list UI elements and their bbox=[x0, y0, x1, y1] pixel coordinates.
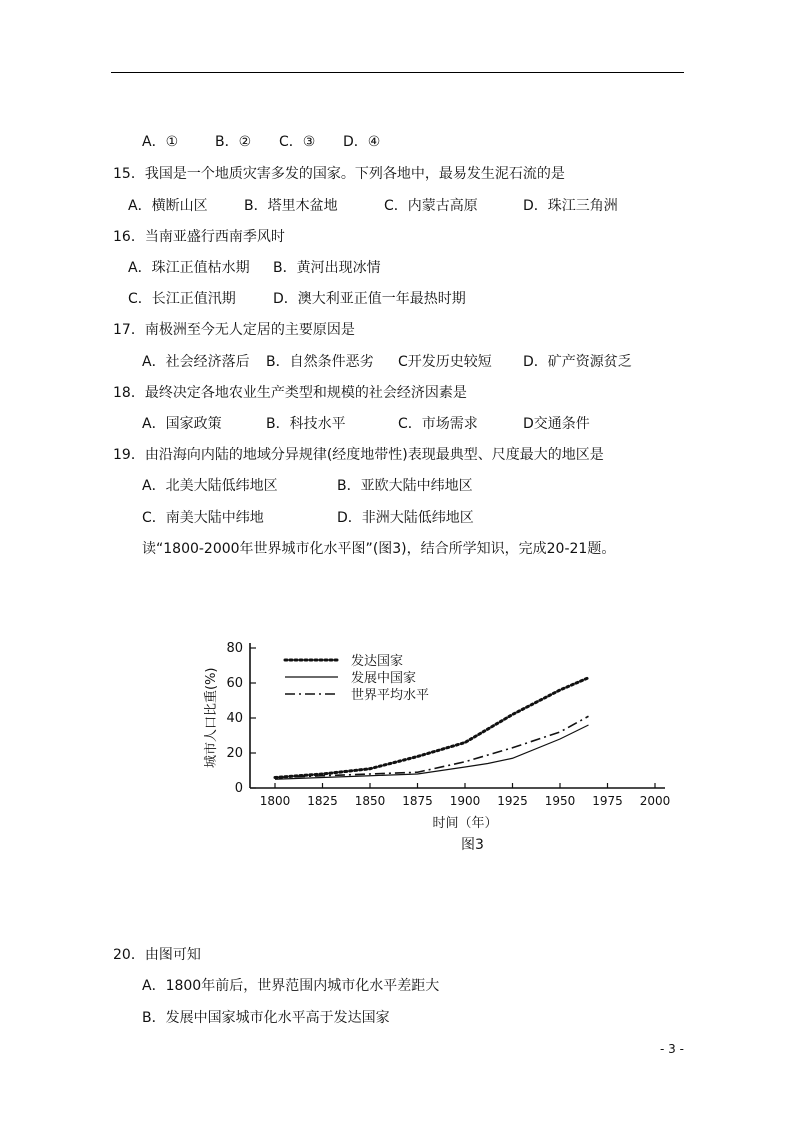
q17-option-a[interactable]: A．社会经济落后 bbox=[142, 354, 250, 370]
x-tick-label: 1800 bbox=[259, 794, 291, 808]
q18-stem: 18．最终决定各地农业生产类型和规模的社会经济因素是 bbox=[113, 385, 467, 401]
legend-label-2: 世界平均水平 bbox=[351, 688, 430, 703]
x-tick-label: 1975 bbox=[592, 794, 623, 808]
header-rule bbox=[111, 72, 684, 73]
q15-option-c[interactable]: C．内蒙古高原 bbox=[384, 198, 478, 214]
legend-label-0: 发达国家 bbox=[351, 654, 404, 669]
y-axis-label: 城市人口比重(%) bbox=[204, 667, 219, 768]
figure-caption: 图3 bbox=[461, 837, 484, 853]
q15-option-b[interactable]: B．塔里木盆地 bbox=[244, 198, 338, 214]
q17-option-d[interactable]: D．矿产资源贫乏 bbox=[523, 354, 632, 370]
urbanization-chart bbox=[195, 635, 685, 840]
q14-option-c[interactable]: C．③ bbox=[279, 134, 316, 150]
q16-option-b[interactable]: B．黄河出现冰情 bbox=[273, 260, 381, 276]
chart-legend bbox=[285, 653, 429, 703]
q15-option-a[interactable]: A．横断山区 bbox=[128, 198, 208, 214]
page-number: - 3 - bbox=[660, 1042, 684, 1056]
q19-stem: 19．由沿海向内陆的地域分异规律(经度地带性)表现最典型、尺度最大的地区是 bbox=[113, 447, 604, 463]
q15-option-d[interactable]: D．珠江三角洲 bbox=[523, 198, 618, 214]
chart-ticks bbox=[226, 641, 670, 808]
x-tick-label: 2000 bbox=[639, 794, 671, 808]
q19-option-d[interactable]: D．非洲大陆低纬地区 bbox=[337, 510, 474, 526]
q14-option-d[interactable]: D．④ bbox=[343, 134, 381, 150]
q19-option-a[interactable]: A．北美大陆低纬地区 bbox=[142, 478, 278, 494]
figure-intro: 读“1800-2000年世界城市化水平图”(图3)，结合所学知识，完成20-21题。 bbox=[142, 541, 616, 557]
chart-series bbox=[275, 678, 589, 780]
q17-option-c[interactable]: C开发历史较短 bbox=[398, 354, 492, 370]
q17-stem: 17．南极洲至今无人定居的主要原因是 bbox=[113, 322, 355, 338]
q16-option-d[interactable]: D．澳大利亚正值一年最热时期 bbox=[273, 291, 466, 307]
x-tick-label: 1925 bbox=[497, 794, 528, 808]
x-tick-label: 1900 bbox=[449, 794, 481, 808]
q17-option-b[interactable]: B．自然条件恶劣 bbox=[266, 354, 374, 370]
y-tick-label: 20 bbox=[226, 746, 243, 761]
x-tick-label: 1825 bbox=[307, 794, 338, 808]
q20-option-b[interactable]: B．发展中国家城市化水平高于发达国家 bbox=[142, 1010, 390, 1026]
q20-option-a[interactable]: A．1800年前后，世界范围内城市化水平差距大 bbox=[142, 978, 440, 994]
q14-option-a[interactable]: A．① bbox=[142, 134, 179, 150]
x-tick-label: 1850 bbox=[354, 794, 386, 808]
q18-option-a[interactable]: A．国家政策 bbox=[142, 416, 222, 432]
x-axis-label: 时间（年） bbox=[432, 816, 498, 831]
q16-option-c[interactable]: C．长江正值汛期 bbox=[128, 291, 236, 307]
x-tick-label: 1950 bbox=[544, 794, 576, 808]
q16-stem: 16．当南亚盛行西南季风时 bbox=[113, 229, 285, 245]
q19-option-b[interactable]: B．亚欧大陆中纬地区 bbox=[337, 478, 473, 494]
y-tick-label: 60 bbox=[226, 676, 243, 691]
q20-stem: 20．由图可知 bbox=[113, 947, 201, 963]
y-tick-label: 0 bbox=[234, 781, 243, 796]
q18-option-c[interactable]: C．市场需求 bbox=[398, 416, 478, 432]
q14-option-b[interactable]: B．② bbox=[215, 134, 252, 150]
q18-option-b[interactable]: B．科技水平 bbox=[266, 416, 346, 432]
y-tick-label: 80 bbox=[226, 641, 243, 656]
q18-option-d[interactable]: D交通条件 bbox=[523, 416, 590, 432]
q15-stem: 15．我国是一个地质灾害多发的国家。下列各地中，最易发生泥石流的是 bbox=[113, 166, 565, 182]
series-line-0 bbox=[275, 678, 589, 778]
x-tick-label: 1875 bbox=[402, 794, 433, 808]
chart-axes bbox=[250, 643, 665, 788]
q16-option-a[interactable]: A．珠江正值枯水期 bbox=[128, 260, 250, 276]
y-tick-label: 40 bbox=[226, 711, 243, 726]
legend-label-1: 发展中国家 bbox=[351, 671, 417, 686]
q19-option-c[interactable]: C．南美大陆中纬地 bbox=[142, 510, 264, 526]
